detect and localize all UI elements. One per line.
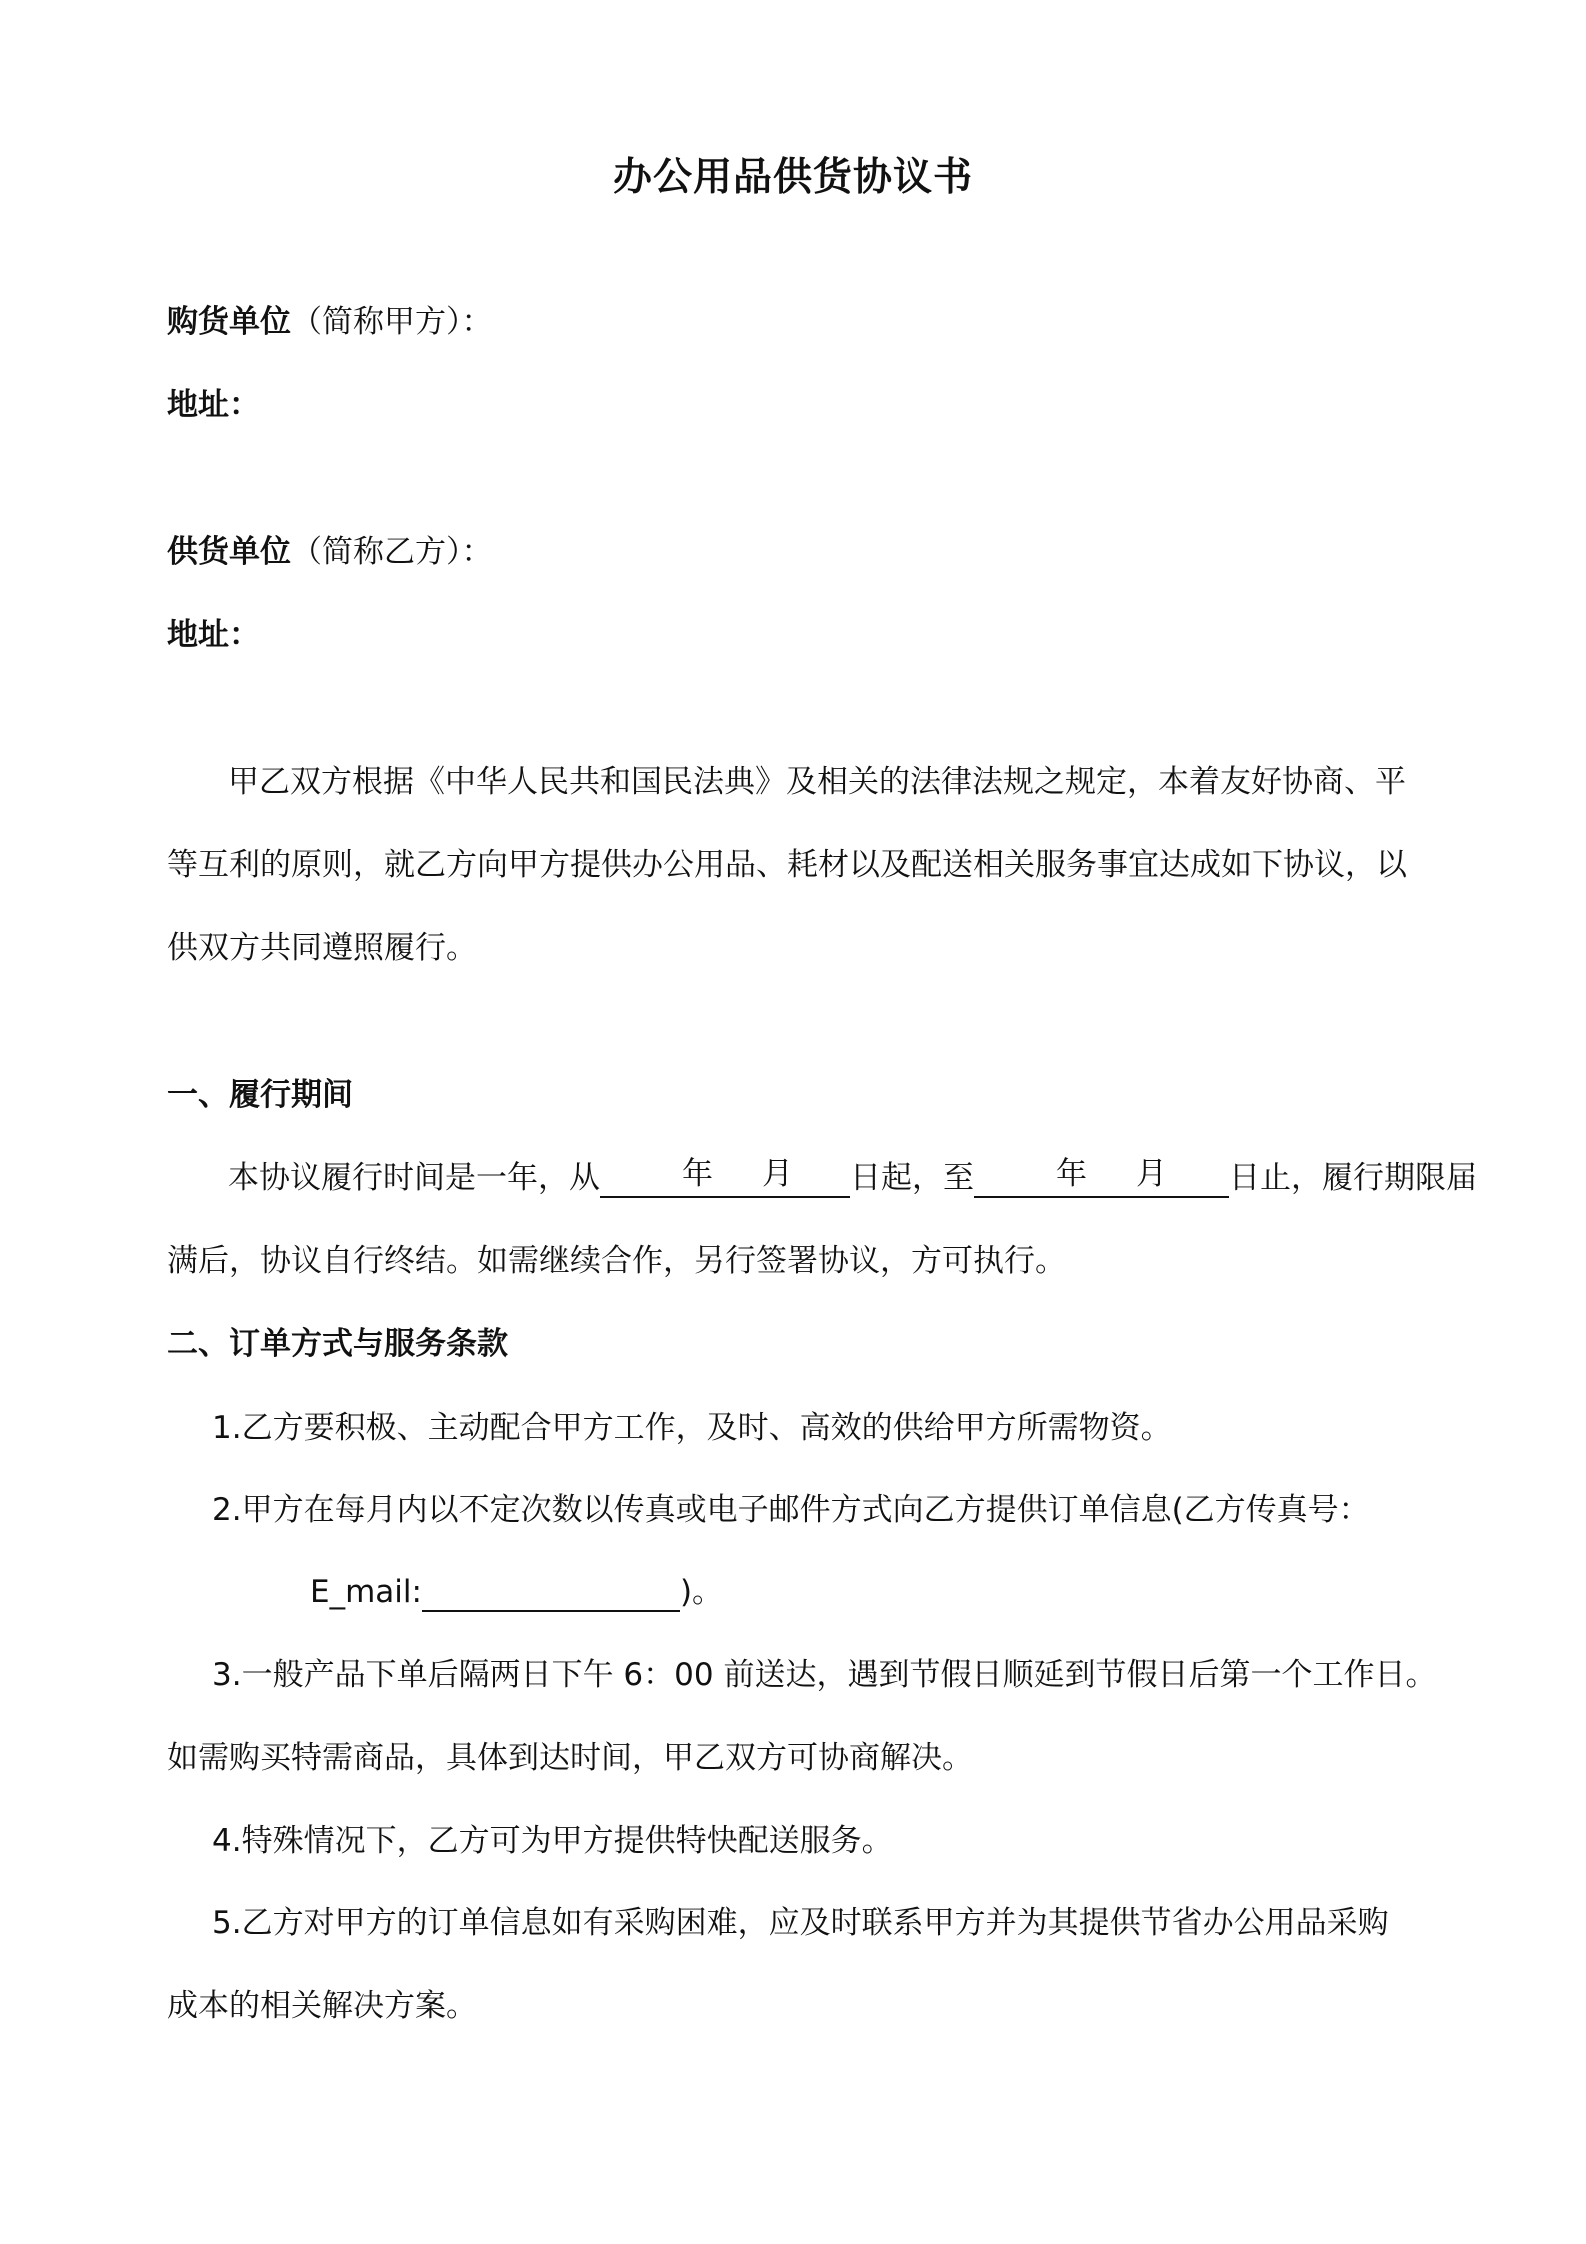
email-close: )。 — [679, 1574, 724, 1610]
end-year-label: 年 — [1056, 1156, 1087, 1192]
start-date-blank — [600, 1156, 850, 1198]
item-3-line-2: 如需购买特需商品，具体到达时间，甲乙双方可协商解决。 — [167, 1740, 973, 1776]
item-5-line-2: 成本的相关解决方案。 — [167, 1988, 477, 2024]
item-1: 1.乙方要积极、主动配合甲方工作，及时、高效的供给甲方所需物资。 — [212, 1410, 1172, 1446]
section-1-line-2: 满后，协议自行终结。如需继续合作，另行签署协议，方可执行。 — [167, 1243, 1066, 1279]
item-3-line-1: 3.一般产品下单后隔两日下午 6：00 前送达，遇到节假日顺延到节假日后第一个工作日。 — [212, 1657, 1437, 1693]
end-day-label: 日止，履行期限届 — [1229, 1160, 1477, 1196]
party-a-line — [167, 302, 493, 342]
intro-paragraph-line-2: 等互利的原则，就乙方向甲方提供办公用品、耗材以及配送相关服务事宜达成如下协议，以 — [167, 847, 1407, 883]
start-year-label: 年 — [682, 1156, 713, 1192]
intro-paragraph-line-3: 供双方共同遵照履行。 — [167, 930, 477, 966]
email-blank — [422, 1576, 680, 1612]
item-2-line-1: 2.甲方在每月内以不定次数以传真或电子邮件方式向乙方提供订单信息(乙方传真号： — [212, 1492, 1370, 1528]
section-2-heading: 二、订单方式与服务条款 — [167, 1326, 508, 1362]
party-b-line — [167, 532, 493, 572]
start-month-label: 月 — [762, 1156, 793, 1192]
end-month-label: 月 — [1136, 1156, 1167, 1192]
item-5-line-1: 5.乙方对甲方的订单信息如有采购困难，应及时联系甲方并为其提供节省办公用品采购 — [212, 1905, 1389, 1941]
start-day-label: 日起，至 — [850, 1160, 974, 1196]
party-b-note: （简称乙方）： — [291, 534, 493, 570]
document-title: 办公用品供货协议书 — [612, 155, 973, 200]
section-1-text-start: 本协议履行时间是一年，从 — [228, 1160, 600, 1196]
email-label: E_mail: — [310, 1574, 422, 1610]
intro-paragraph-line-1: 甲乙双方根据《中华人民共和国民法典》及相关的法律法规之规定，本着友好协商、平 — [228, 764, 1406, 800]
party-a-note: （简称甲方）： — [291, 304, 493, 340]
item-4: 4.特殊情况下，乙方可为甲方提供特快配送服务。 — [212, 1823, 893, 1859]
party-b-label: 供货单位 — [167, 534, 291, 570]
party-a-address: 地址： — [167, 387, 260, 423]
party-a-label: 购货单位 — [167, 304, 291, 340]
party-b-address: 地址： — [167, 617, 260, 653]
item-2-email-line — [310, 1572, 723, 1612]
end-date-blank — [974, 1156, 1229, 1198]
section-1-line-1 — [228, 1158, 1477, 1198]
section-1-heading: 一、履行期间 — [167, 1077, 353, 1113]
